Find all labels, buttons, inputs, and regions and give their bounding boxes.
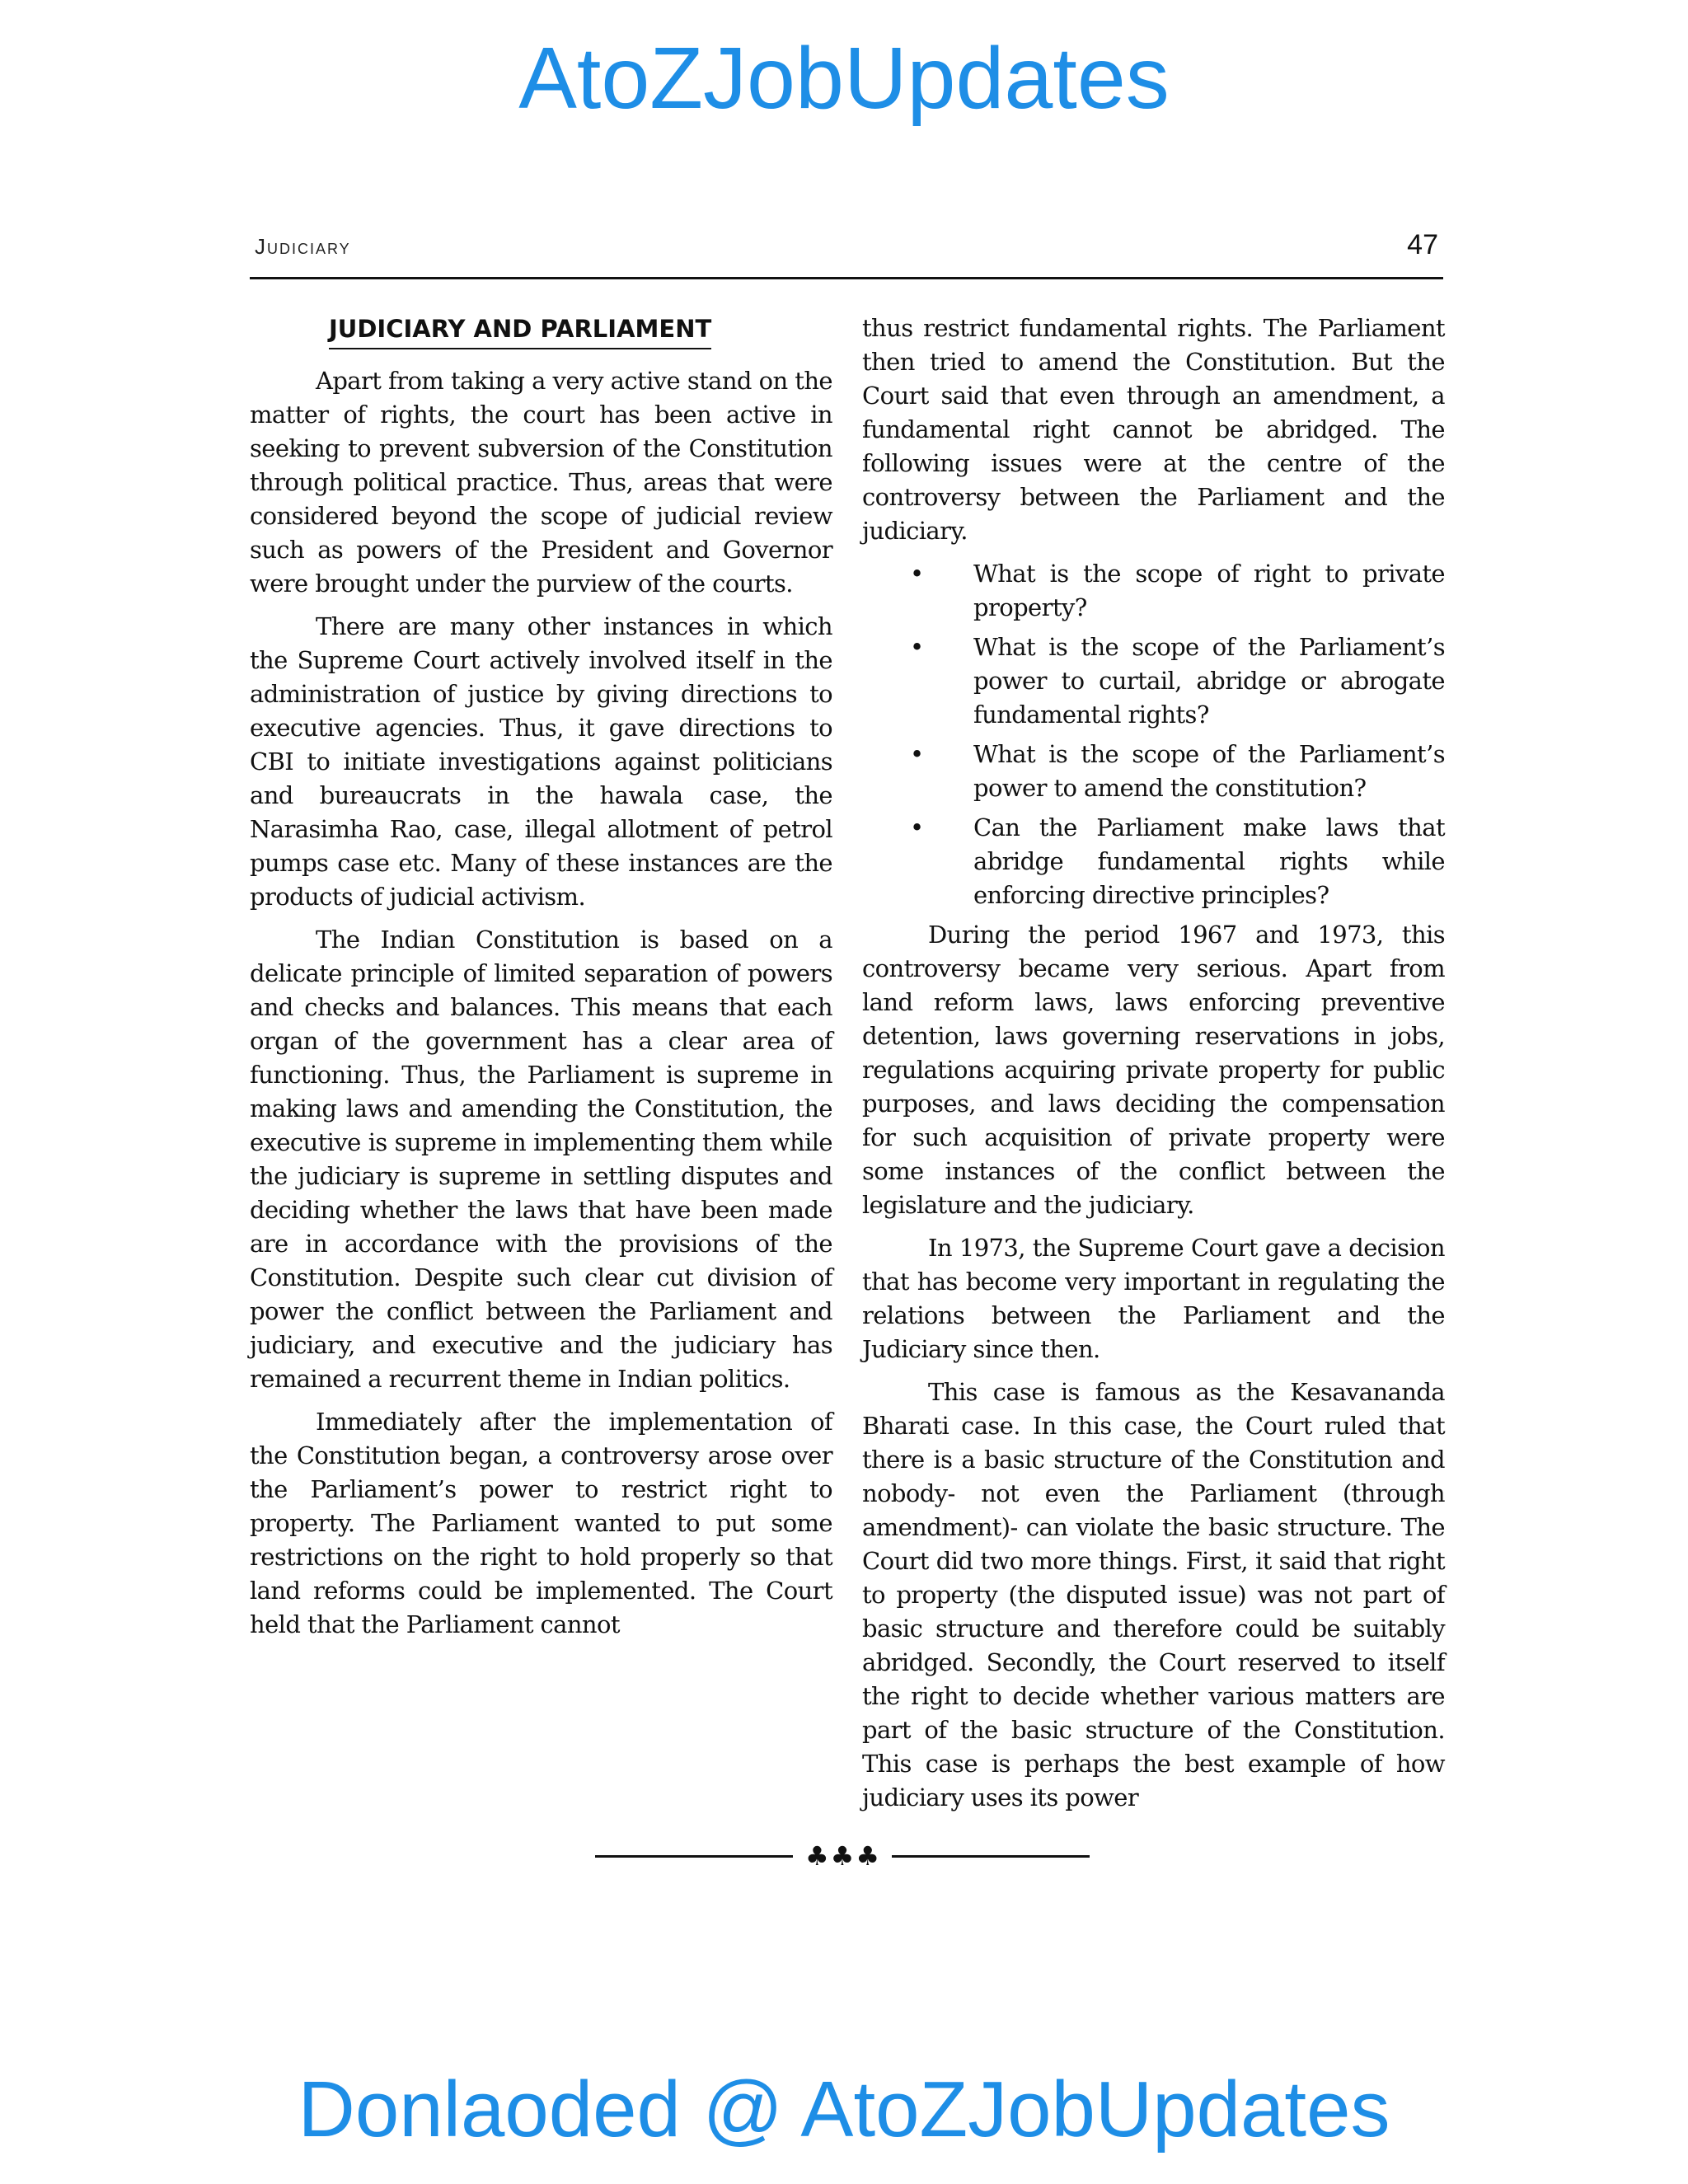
paragraph: thus restrict fundamental rights. The Parliament then tried to amend the Constitution. But the Court said that even through an amendment, a fundamental right cannot be abridged. The following issues were at the centre of the controversy between the Parliament and the judiciary. <box>862 314 1445 545</box>
list-item <box>862 557 1445 625</box>
list-item <box>862 738 1445 805</box>
section-heading: JUDICIARY AND PARLIAMENT <box>329 312 711 349</box>
list-item <box>862 630 1445 732</box>
left-column <box>250 312 832 1651</box>
paragraph: This case is famous as the Kesavananda Bharati case. In this case, the Court ruled that there is a basic structure of the Constitution and nobody- not even the Parliament (through amendment)- can violate the basic structure. The Court did two more things. First, it said that right to property (the disputed issue) was not part of basic structure and therefore could be suitably abridged. Secondly, the Court reserved to itself the right to decide whether various matters are part of the basic structure of the Constitution. This case is perhaps the best example of how judiciary uses its power <box>862 1378 1445 1811</box>
list-item-text: What is the scope of the Parliament’s power to amend the constitution? <box>973 740 1445 802</box>
end-of-section-ornament <box>0 1840 1688 1872</box>
paragraph: During the period 1967 and 1973, this controversy became very serious. Apart from land reform laws, laws enforcing preventive detention, laws governing reservations in jobs, regulations acquiring private property for public purposes, and laws deciding the compensation for such acquisition of private property were some instances of the conflict between the legislature and the judiciary. <box>862 921 1445 1219</box>
page-header <box>250 229 1443 279</box>
paragraph: There are many other instances in which the Supreme Court actively involved itself in the administration of justice by giving directions to executive agencies. Thus, it gave directions to CBI to initiate investigations against politicians and bureaucrats in the hawala case, the Narasimha Rao, case, illegal allotment of petrol pumps case etc. Many of these instances are the products of judicial activism. <box>250 612 832 911</box>
watermark-top: AtoZJobUpdates <box>518 30 1170 127</box>
bullet-icon: • <box>910 560 924 588</box>
list-item-text: What is the scope of the Parliament’s power to curtail, abridge or abrogate fundamental rights? <box>973 633 1445 729</box>
issues-list <box>862 557 1445 912</box>
bullet-icon: • <box>910 633 924 661</box>
paragraph: The Indian Constitution is based on a delicate principle of limited separation of powers and checks and balances. This means that each organ of the government has a clear area of functioning. Thus, the Parliament is supreme in making laws and amending the Constitution, the executive is supreme in implementing them while the judiciary is supreme in settling disputes and deciding whether the laws that have been made are in accordance with the provisions of the Constitution. Despite such clear cut division of power the conflict between the Parliament and judiciary, and executive and the judiciary has remained a recurrent theme in Indian politics. <box>250 926 832 1393</box>
watermark-bottom: Donlaoded @ AtoZJobUpdates <box>298 2065 1390 2154</box>
right-column <box>862 312 1445 1824</box>
clubs-icon: ♣♣♣ <box>804 1840 882 1872</box>
paragraph: Apart from taking a very active stand on the matter of rights, the court has been active in seeking to prevent subversion of the Constitution through political practice. Thus, areas that were considered beyond the scope of judicial review such as powers of the President and Governor were brought under the purview of the courts. <box>250 367 832 598</box>
paragraph: In 1973, the Supreme Court gave a decision that has become very important in regulating the relations between the Parliament and the Judiciary since then. <box>862 1234 1445 1363</box>
paragraph: Immediately after the implementation of the Constitution began, a controversy arose over the Parliament’s power to restrict right to property. The Parliament wanted to put some restrictions on the right to hold properly so that land reforms could be implemented. The Court held that the Parliament cannot <box>250 1408 832 1638</box>
bullet-icon: • <box>910 740 924 768</box>
bullet-icon: • <box>910 813 924 841</box>
list-item-text: Can the Parliament make laws that abridge fundamental rights while enforcing directive principles? <box>973 813 1445 909</box>
list-item <box>862 811 1445 912</box>
running-head: Judiciary <box>255 234 351 259</box>
list-item-text: What is the scope of right to private property? <box>973 560 1445 621</box>
ornament-rule-left <box>595 1855 793 1858</box>
page-number: 47 <box>1407 229 1438 260</box>
ornament-rule-right <box>892 1855 1090 1858</box>
